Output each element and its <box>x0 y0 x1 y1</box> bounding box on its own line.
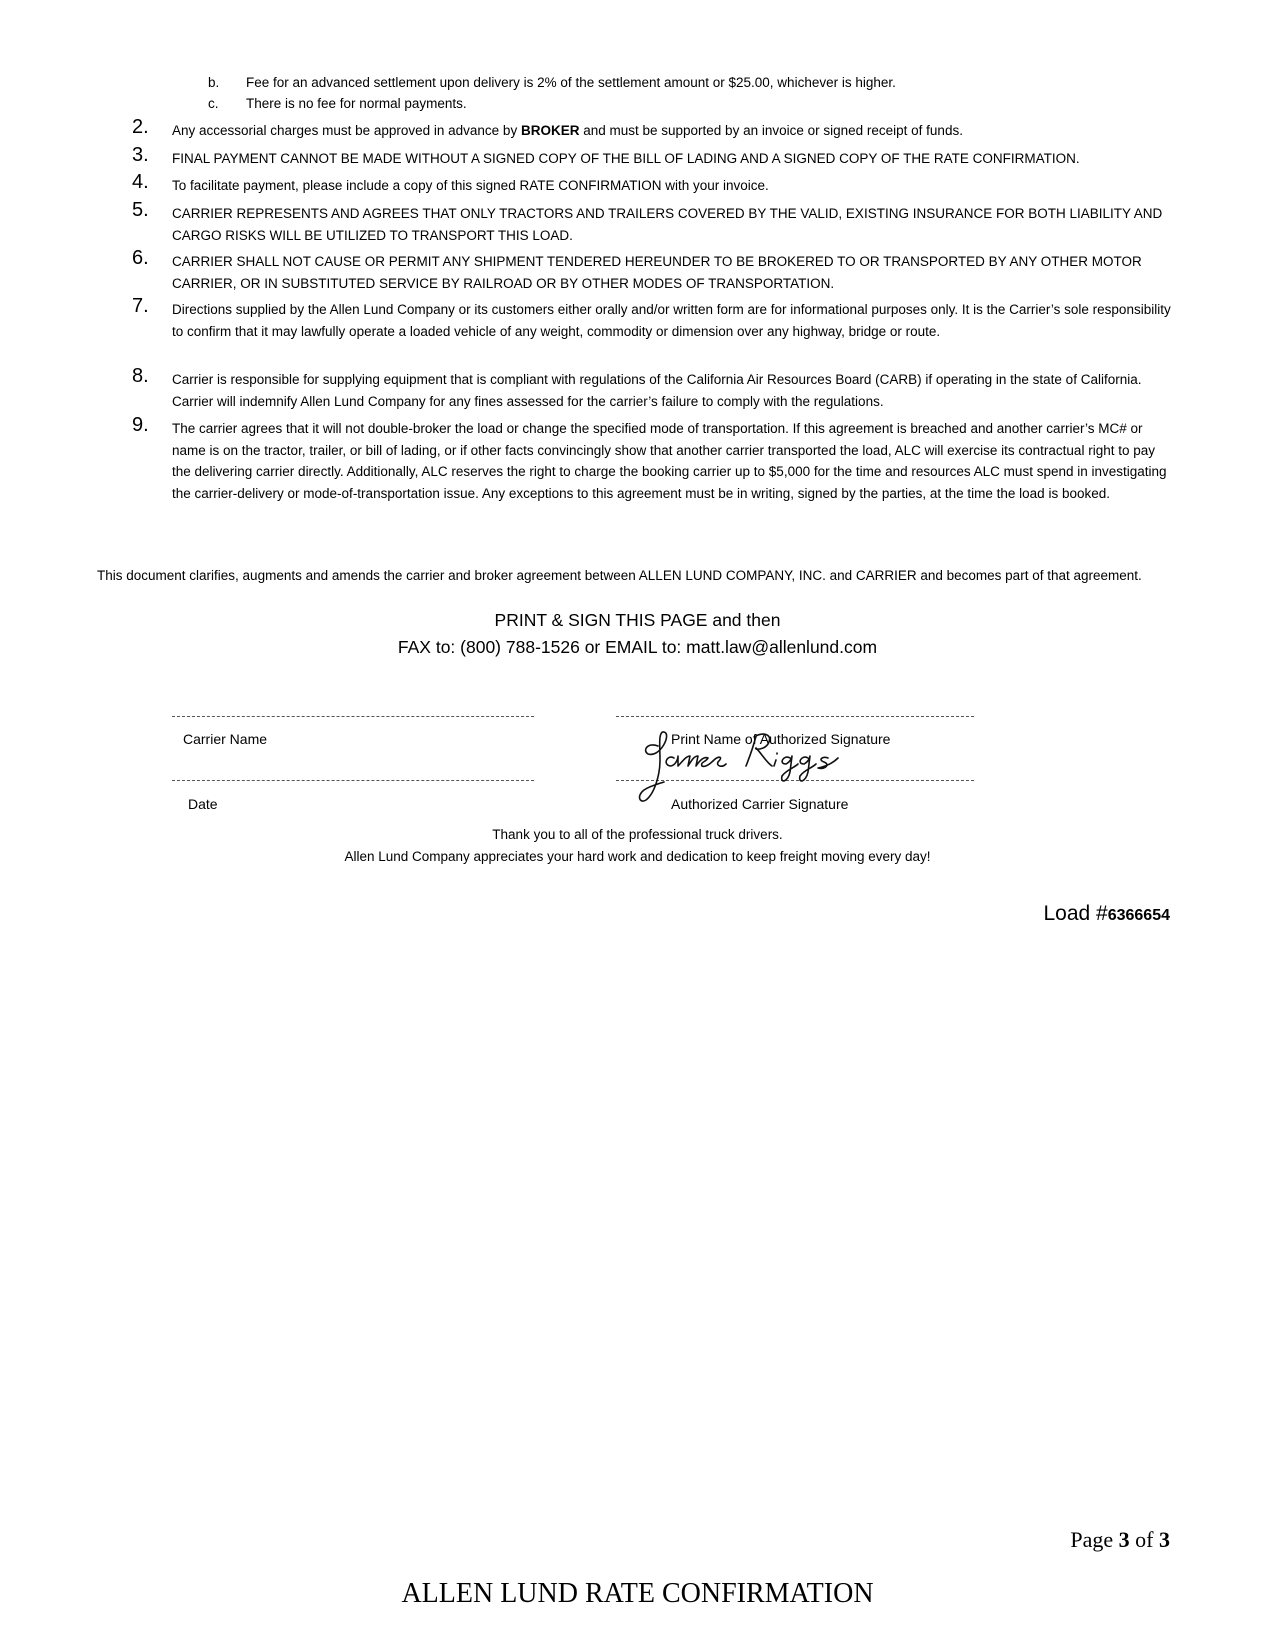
item-text-end: and must be supported by an invoice or signed receipt of funds. <box>579 123 963 138</box>
broker-bold: BROKER <box>520 123 580 138</box>
load-number-value: 6366654 <box>1107 907 1170 924</box>
print-sign-instruction: PRINT & SIGN THIS PAGE and then <box>494 610 781 630</box>
item-text: To facilitate payment, please include a copy of this signed RATE CONFIRMATION with your invoice. <box>172 178 769 193</box>
sub-item-text: There is no fee for normal payments. <box>246 96 467 111</box>
sub-item-b <box>208 74 896 92</box>
list-item-9 <box>132 414 1172 505</box>
page-separator: of <box>1129 1527 1159 1552</box>
item-number: 6. <box>132 247 149 269</box>
footer-title: ALLEN LUND RATE CONFIRMATION <box>401 1578 874 1609</box>
date-label: Date <box>188 796 218 812</box>
item-text: The carrier agrees that it will not double-broker the load or change the specified mode of transportation. If this agreement is breached and another carrier’s MC# or name is on the tractor, trailer, or bill of lading, or if other facts convincingly show that another carrier transported the load, ALC will exercise its contractual right to pay the delivering carrier directly. Additionally, ALC reserves the right to charge the booking carrier up to $5,000 for the time and resources ALC must spend in investigating the carrier-delivery or mode-of-transportation issue. Any exceptions to this agreement must be in writing, signed by the parties, at the time the load is booked. <box>172 421 1167 502</box>
clarification-paragraph: This document clarifies, augments and amends the carrier and broker agreement between ALLEN LUND COMPANY, INC. and CARRIER and becomes part of that agreement. <box>97 568 1142 583</box>
print-name-label: Print Name of Authorized Signature <box>671 731 891 747</box>
print-name-line[interactable] <box>616 716 974 717</box>
date-line[interactable] <box>172 780 534 781</box>
list-item-7 <box>132 295 1172 342</box>
handwritten-signature <box>638 728 878 808</box>
page-number <box>1070 1527 1170 1553</box>
item-number: 7. <box>132 295 149 317</box>
list-item-8 <box>132 365 1172 412</box>
item-number: 4. <box>132 171 149 193</box>
sub-item-text: Fee for an advanced settlement upon delivery is 2% of the settlement amount or $25.00, whichever is higher. <box>246 75 896 90</box>
item-number: 2. <box>132 116 149 138</box>
list-item-3 <box>132 144 1172 170</box>
page-total: 3 <box>1159 1527 1170 1552</box>
list-item-4 <box>132 171 1172 197</box>
list-item-5 <box>132 199 1172 246</box>
thanks-line-1: Thank you to all of the professional truck drivers. <box>492 827 783 842</box>
item-text: Directions supplied by the Allen Lund Company or its customers either orally and/or written form are for informational purposes only. It is the Carrier’s sole responsibility to confirm that it may lawfully operate a loaded vehicle of any weight, commodity or dimension over any highway, bridge or route. <box>172 302 1171 339</box>
fax-email-instruction: FAX to: (800) 788-1526 or EMAIL to: matt.law@allenlund.com <box>397 637 878 657</box>
item-text <box>172 120 1172 142</box>
thanks-line-2: Allen Lund Company appreciates your hard work and dedication to keep freight moving every day! <box>344 849 931 864</box>
load-label: Load # <box>1043 902 1108 925</box>
carrier-name-label: Carrier Name <box>183 731 268 747</box>
page-current: 3 <box>1118 1527 1130 1552</box>
authorized-signature-label: Authorized Carrier Signature <box>671 796 849 812</box>
item-text: CARRIER REPRESENTS AND AGREES THAT ONLY TRACTORS AND TRAILERS COVERED BY THE VALID, EXISTING INSURANCE FOR BOTH LIABILITY AND CARGO RISKS WILL BE UTILIZED TO TRANSPORT THIS LOAD. <box>172 206 1163 243</box>
item-text: FINAL PAYMENT CANNOT BE MADE WITHOUT A SIGNED COPY OF THE BILL OF LADING AND A SIGNED COPY OF THE RATE CONFIRMATION. <box>172 151 1080 166</box>
sub-item-letter: c. <box>208 96 219 111</box>
item-number: 5. <box>132 199 149 221</box>
item-number: 8. <box>132 365 149 387</box>
sub-item-letter: b. <box>208 75 220 90</box>
carrier-name-line[interactable] <box>172 716 534 717</box>
load-number <box>1043 902 1170 926</box>
item-text: Carrier is responsible for supplying equipment that is compliant with regulations of the California Air Resources Board (CARB) if operating in the state of California. Carrier will indemnify Allen Lund Company for any fines assessed for the carrier’s failure to comply with the regulations. <box>172 372 1142 409</box>
sub-item-c <box>208 95 467 113</box>
item-number: 9. <box>132 414 149 436</box>
item-text-start: Any accessorial charges must be approved in advance by <box>172 123 521 138</box>
list-item-2 <box>132 116 1172 142</box>
list-item-6 <box>132 247 1172 294</box>
page-prefix: Page <box>1070 1527 1119 1552</box>
item-text: CARRIER SHALL NOT CAUSE OR PERMIT ANY SHIPMENT TENDERED HEREUNDER TO BE BROKERED TO OR TRANSPORTED BY ANY OTHER MOTOR CARRIER, OR IN SUBSTITUTED SERVICE BY RAILROAD OR BY OTHER MODES OF TRANSPORTATION. <box>172 254 1142 291</box>
item-number: 3. <box>132 144 149 166</box>
